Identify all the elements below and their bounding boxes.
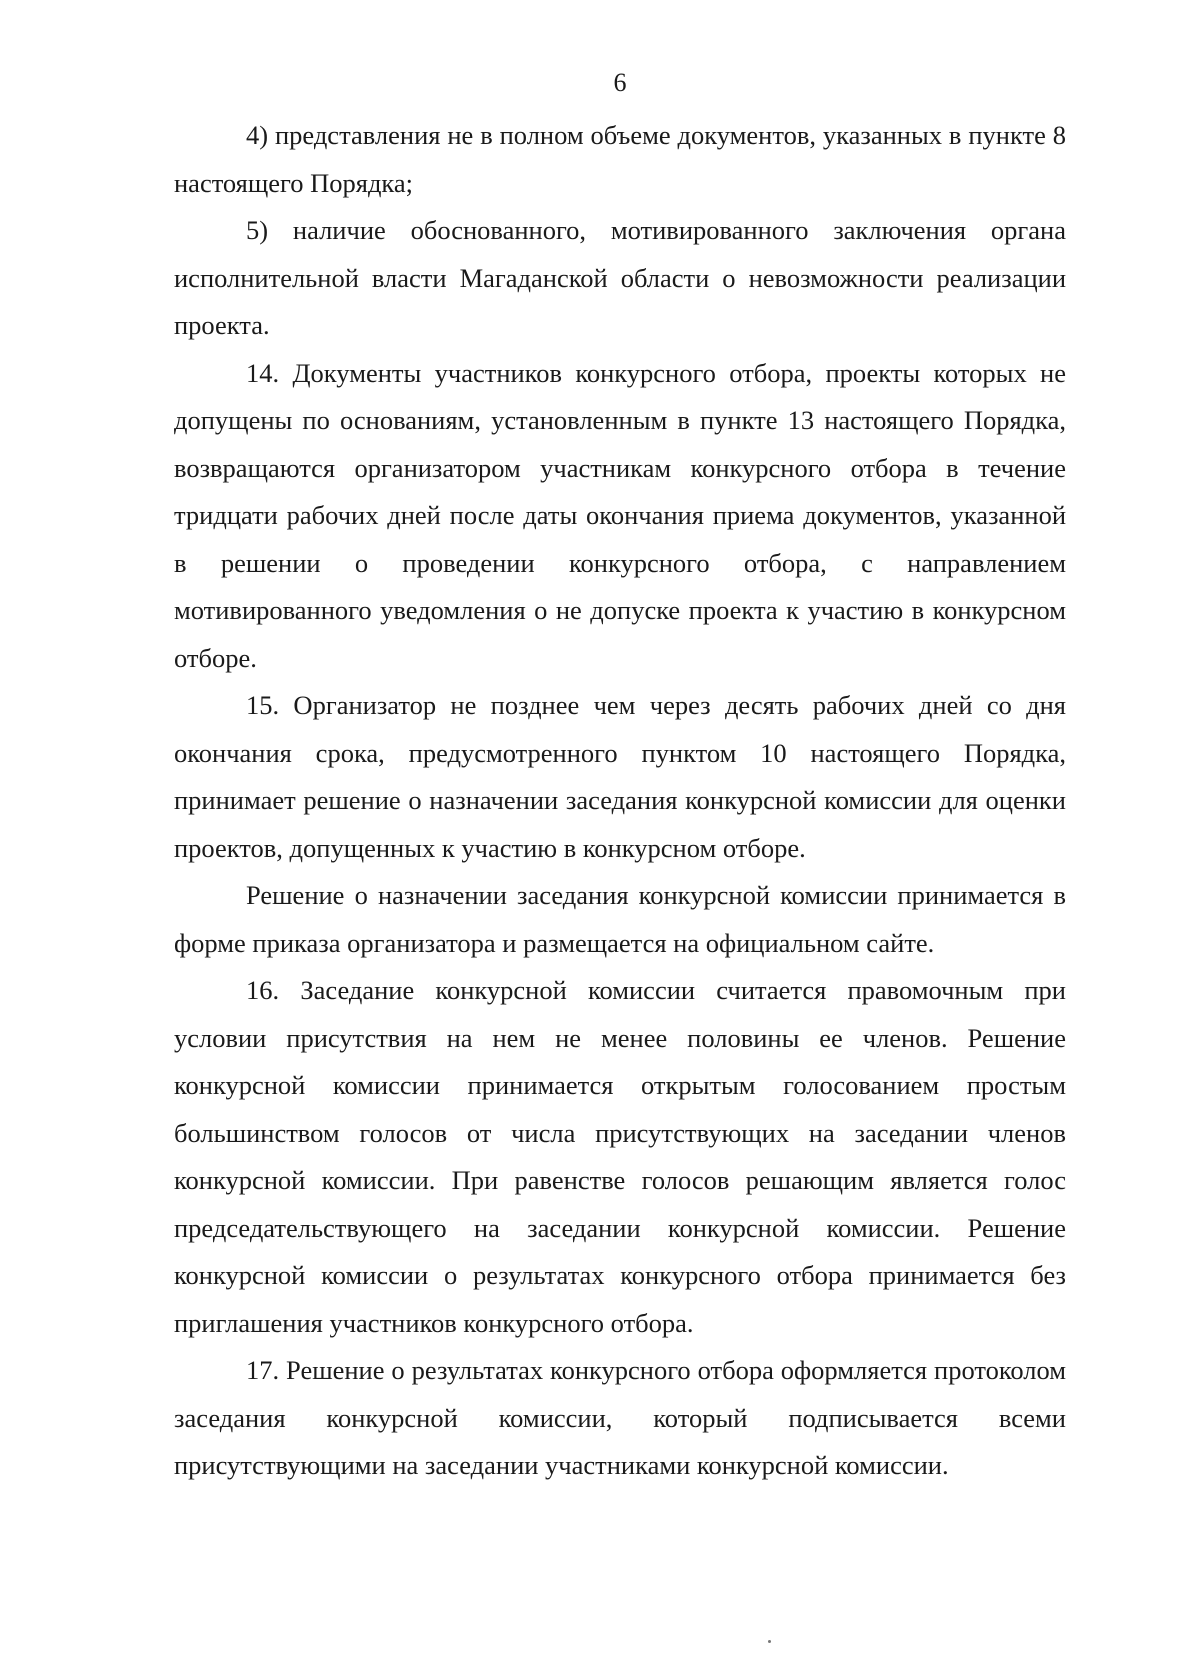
paragraph-item-4: 4) представления не в полном объеме документов, указанных в пункте 8 настоящего Порядка; xyxy=(174,120,1066,198)
scan-speck xyxy=(768,1640,771,1643)
paragraph-clause-15-decision: Решение о назначении заседания конкурсной комиссии принимается в форме приказа организатора и размещается на официальном сайте. xyxy=(174,880,1066,958)
page-number: 6 xyxy=(613,68,627,97)
document-body xyxy=(174,112,1066,1490)
paragraph-clause-17: 17. Решение о результатах конкурсного отбора оформляется протоколом заседания конкурсной комиссии, который подписывается всеми присутствующими на заседании участниками конкурсной комиссии. xyxy=(174,1355,1066,1480)
paragraph-item-5: 5) наличие обоснованного, мотивированного заключения органа исполнительной власти Магаданской области о невозможности реализации проекта. xyxy=(174,215,1066,340)
paragraph-clause-15: 15. Организатор не позднее чем через десять рабочих дней со дня окончания срока, предусмотренного пунктом 10 настоящего Порядка, принимает решение о назначении заседания конкурсной комиссии для оценки проектов, допущенных к участию в конкурсном отборе. xyxy=(174,690,1066,863)
paragraph-clause-14: 14. Документы участников конкурсного отбора, проекты которых не допущены по основаниям, установленным в пункте 13 настоящего Порядка, возвращаются организатором участникам конкурсного отбора в течение тридцати рабочих дней после даты окончания приема документов, указанной в решении о проведении конкурсного отбора, с направлением мотивированного уведомления о не допуске проекта к участию в конкурсном отборе. xyxy=(174,357,1066,673)
paragraph-clause-16: 16. Заседание конкурсной комиссии считается правомочным при условии присутствия на нем не менее половины ее членов. Решение конкурсной комиссии принимается открытым голосованием простым большинством голосов от числа присутствующих на заседании членов конкурсной комиссии. При равенстве голосов решающим является голос председательствующего на заседании конкурсной комиссии. Решение конкурсной комиссии о результатах конкурсного отбора принимается без приглашения участников конкурсного отбора. xyxy=(174,975,1066,1338)
